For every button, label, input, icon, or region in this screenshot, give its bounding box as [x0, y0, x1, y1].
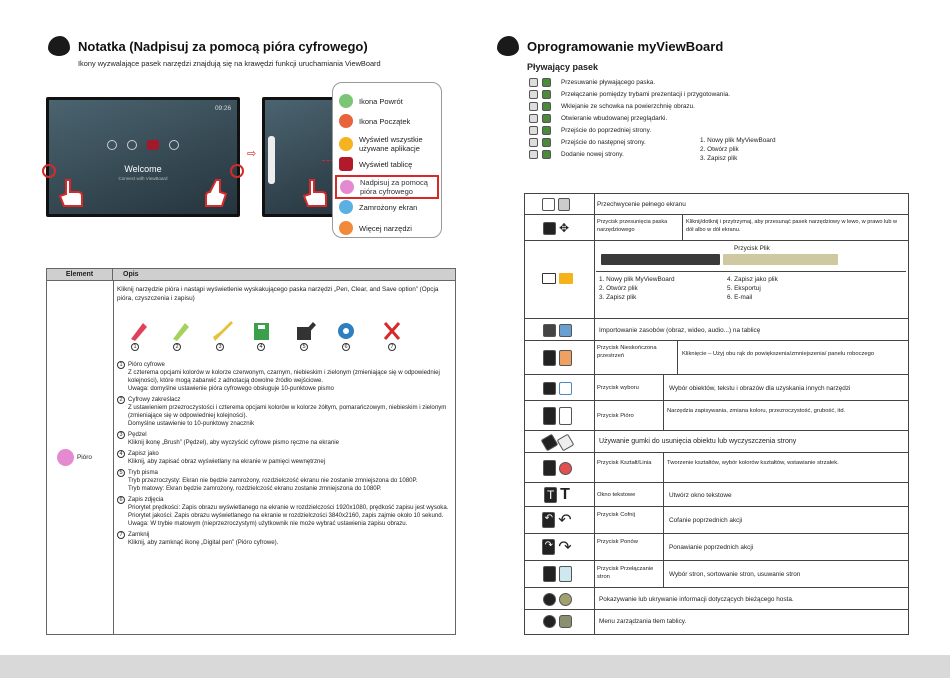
move-toolbar-icon[interactable]: ✥ — [542, 217, 570, 239]
host-info-icon[interactable] — [540, 588, 574, 610]
import-icon[interactable] — [540, 319, 574, 341]
table-row: ↷ ↷ Przycisk Ponów Ponawianie poprzednich akcji — [524, 534, 909, 561]
edge-trigger-circle-right[interactable] — [230, 164, 244, 178]
bar-item: Otwieranie wbudowanej przeglądarki. — [529, 112, 909, 124]
col-header-element: Element — [47, 269, 113, 281]
pen-item-5: 5 Tryb pisma Tryb przezroczysty: Ekran nie będzie zamrożony, rozdzielczość ekranu nie zostanie zmniejszona do 1080P. Tryb matowy: Ekran będzie zamrożony, rozdzielczość ekranu zostanie zmniejszona do 1080P. — [117, 469, 451, 493]
bar-item: Wklejanie ze schowka na powierzchnię obrazu. — [529, 100, 909, 112]
pen-toolbar-icons — [127, 319, 427, 343]
screenshot-icon[interactable] — [542, 193, 570, 215]
hand-icon — [302, 178, 328, 208]
table-row: Pokazywanie lub ukrywanie informacji dotyczących bieżącego hosta. — [524, 588, 909, 610]
table-row: Używanie gumki do usunięcia obiektu lub wyczyszczenia strony — [524, 431, 909, 453]
file-list: 1. Nowy plik MyViewBoard 2. Otwórz plik 3. Zapisz plik — [700, 137, 776, 162]
photo-save-icon — [338, 323, 354, 339]
bar-item: Przejście do następnej strony. — [529, 136, 909, 148]
callout-item[interactable]: Ikona Powrót — [339, 94, 403, 108]
pen-tool-icon[interactable] — [540, 405, 574, 427]
whiteboard-icon — [339, 157, 353, 171]
file-menu-left: 1. Nowy plik MyViewBoard 2. Otwórz plik 3. Zapisz plik — [599, 276, 675, 301]
callout-item[interactable]: Więcej narzędzi — [339, 221, 412, 235]
save-icon — [254, 323, 269, 340]
table-row: Przycisk Nieskończona przestrzeń Kliknięcie – Użyj obu rąk do powiększenia/zmniejszenia/ panelu roboczego — [524, 341, 909, 375]
digital-pen-icon — [131, 323, 147, 341]
eraser-icon[interactable] — [540, 431, 574, 453]
bar-item: Przejście do poprzedniej strony. — [529, 124, 909, 136]
prev-page-icon — [529, 126, 538, 135]
edge-toolbar[interactable] — [268, 136, 275, 184]
col-header-desc: Opis — [123, 271, 139, 278]
move-icon-2 — [542, 78, 551, 87]
writing-mode-icon — [297, 322, 316, 340]
paste-icon-2 — [542, 102, 551, 111]
file-icon[interactable] — [540, 267, 574, 289]
highlighter-icon — [173, 323, 189, 341]
table-row: Przycisk Pióro Narzędzia zapisywania, zmiana koloru, przezroczystość, grubość, itd. — [524, 401, 909, 431]
more-tools-icon — [339, 221, 353, 235]
pen-item-6: 6 Zapis zdjęcia Priorytet prędkości: Zapis obrazu wyświetlanego na ekranie w rozdzielczości 1920x1080, prędkość zapisu jest wysoka. Priorytet jakości: Zapis obrazu wyświetlanego na ekranie w rozdzielczości 3840x2160, zapis zajmie około 10 sekund. Uwaga: W trybie matowym (nieprzezroczystym) użytkownik nie może wybrać ustawienia zapisu obrazu. — [117, 496, 451, 528]
table-row: Przycisk wyboru Wybór obiektów, tekstu i obrazów dla uzyskania innych narzędzi — [524, 375, 909, 401]
select-icon[interactable] — [540, 377, 574, 399]
table-row: T T Okno tekstowe Utwórz okno tekstowe — [524, 483, 909, 507]
apps-icon — [339, 137, 353, 151]
pen-item-2: 2 Cyfrowy zakreślacz Z ustawieniem przezroczystości i czterema opcjami kolorów w kolorze żółtym, pomarańczowym, niebieskim i zielonym (zmieniające się w odpowiedniej kolejności). Domyślne ustawienie to 10-punktowy znacznik — [117, 396, 451, 428]
shape-icon[interactable] — [540, 457, 574, 479]
screen-icons — [107, 140, 179, 150]
page-switch-icon[interactable] — [540, 563, 574, 585]
subtitle: Pływający pasek — [527, 62, 599, 72]
file-toolbar-dark — [601, 254, 720, 265]
table-row: Menu zarządzania tłem tablicy. — [524, 610, 909, 632]
move-icon — [529, 78, 538, 87]
mode-icon — [529, 90, 538, 99]
screen-app-icon — [147, 140, 159, 150]
callout-item-selected[interactable]: Nadpisuj za pomocą pióra cyfrowego — [335, 175, 439, 199]
callout-item[interactable]: Wyświetl tablicę — [339, 157, 412, 171]
hand-icon — [58, 178, 84, 208]
freeze-icon — [339, 200, 353, 214]
brush-icon — [213, 321, 233, 341]
text-icon[interactable]: T T — [540, 484, 574, 506]
table-row: Przycisk Plik 1. Nowy plik MyViewBoard 2. Otwórz plik 3. Zapisz plik 4. Zapisz jako plik 5. Eksportuj 6. E-mail — [524, 241, 909, 319]
screen-welcome: Welcome — [124, 164, 162, 174]
callout-item[interactable]: Wyświetl wszystkie używane aplikacje — [339, 135, 439, 153]
arrow-right-icon: ⇨ — [247, 148, 257, 160]
redo-icon[interactable]: ↷ ↷ — [540, 536, 574, 558]
callout-item[interactable]: Ikona Początek — [339, 114, 410, 128]
table-row: Przechwycenie pełnego ekranu — [524, 193, 909, 215]
icon-numbers: 1 2 3 4 5 6 7 — [127, 343, 427, 353]
table-row: ↶ ↶ Przycisk Cofnij Cofanie poprzednich akcji — [524, 507, 909, 534]
footer-band — [0, 655, 950, 678]
pen-item-list — [117, 361, 451, 547]
bar-item: Przesuwanie pływającego paska. — [529, 76, 909, 88]
section-bullet — [497, 36, 519, 56]
file-menu-right: 4. Zapisz jako plik 5. Eksportuj 6. E-mail — [727, 276, 778, 301]
next-page-icon-2 — [542, 138, 551, 147]
add-page-icon — [529, 150, 538, 159]
undo-icon[interactable]: ↶ ↶ — [540, 509, 574, 531]
back-icon — [339, 94, 353, 108]
hand-icon — [202, 178, 228, 208]
table-row: Przycisk Przełączanie stron Wybór stron, sortowanie stron, usuwanie stron — [524, 561, 909, 588]
mode-icon-2 — [542, 90, 551, 99]
prev-page-icon-2 — [542, 126, 551, 135]
pen-icon — [340, 180, 354, 194]
table-divider — [113, 281, 114, 634]
screen-subtitle: Connect with ViewBoard — [118, 176, 168, 181]
screen-time: 09:26 — [215, 105, 231, 112]
pen-item-7: 7 Zamknij Kliknij, aby zamknąć ikonę „Digital pen” (Pióro cyfrowe). — [117, 531, 451, 547]
background-icon[interactable] — [540, 610, 574, 632]
pen-item-1: 1 Pióro cyfrowe Z czterema opcjami kolorów w kolorze czerwonym, czarnym, niebieskim i zielonym (zmieniające się w odpowiedniej kolejności), które mogą zabarwić z adnotacją dowolne źródło wejściowe. Uwaga: domyślne ustawienie pióra cyfrowego obsługuje 10-punktowe pismo — [117, 361, 451, 393]
edge-toolbar-callout — [332, 82, 442, 238]
pen-item-3: 3 Pędzel Kliknij ikonę „Brush” (Pędzel), aby wyczyścić cyfrowe pismo ręczne na ekranie — [117, 431, 451, 447]
next-page-icon — [529, 138, 538, 147]
page-title-left: Notatka (Nadpisuj za pomocą pióra cyfrowego) — [78, 39, 368, 54]
screen-icon — [169, 140, 179, 150]
element-pen: Pióro — [57, 449, 92, 466]
section-bullet — [48, 36, 70, 56]
page-title-right: Oprogramowanie myViewBoard — [527, 39, 724, 54]
bar-item: Przełączanie pomiędzy trybami prezentacji i przygotowania. — [529, 88, 909, 100]
browser-icon-2 — [542, 114, 551, 123]
screen-icon — [127, 140, 137, 150]
edge-trigger-circle-left[interactable] — [42, 164, 56, 178]
home-icon — [339, 114, 353, 128]
table-lead-text: Kliknij narzędzie pióra i nastąpi wyświetlenie wyskakującego paska narzędzi „Pen, Clear, and Save option” (Opcja pióra, czyszczenia i zapisu) — [117, 286, 439, 302]
pen-icon — [57, 449, 74, 466]
bar-item: Dodanie nowej strony. — [529, 148, 909, 160]
paste-icon — [529, 102, 538, 111]
file-toolbar-light — [723, 254, 838, 265]
screen-icon — [107, 140, 117, 150]
hand-pan-icon[interactable] — [540, 347, 574, 369]
close-icon — [385, 323, 399, 339]
add-page-icon-2 — [542, 150, 551, 159]
callout-item[interactable]: Zamrożony ekran — [339, 200, 417, 214]
intro-text: Ikony wyzwalające pasek narzędzi znajdują się na krawędzi funkcji uruchamiania ViewBoard — [78, 59, 381, 68]
pen-item-4: 4 Zapisz jako Kliknij, aby zapisać obraz wyświetlany na ekranie w pamięci wewnętrznej — [117, 450, 451, 466]
table-row: Przycisk Kształt/Linia Tworzenie kształtów, wybór kolorów kształtów, wstawianie strzałek. — [524, 453, 909, 483]
table-header — [47, 269, 455, 281]
table-row: Importowanie zasobów (obraz, wideo, audio...) na tablicę — [524, 319, 909, 341]
pen-table — [46, 268, 456, 635]
table-row: ✥ Przycisk przesunięcia paska narzędziowego Kliknij/dotknij i przytrzymaj, aby przesunąć pasek narzędziowy w lewo, w prawo lub w dół albo w dół ekranu. — [524, 215, 909, 241]
browser-icon — [529, 114, 538, 123]
